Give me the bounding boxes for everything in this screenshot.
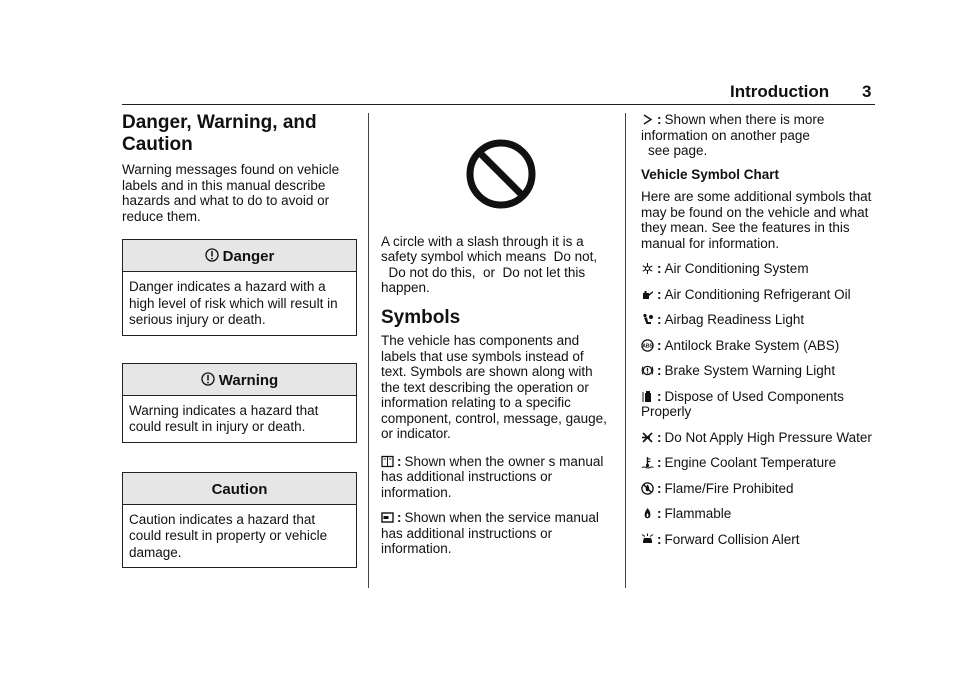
symbol-label: Flammable	[664, 506, 732, 521]
caution-box	[122, 472, 357, 569]
danger-warning-icon	[205, 248, 219, 262]
symbol-label: Air Conditioning System	[664, 261, 809, 276]
danger-box	[122, 239, 357, 336]
symbols-intro-text: The vehicle has components and labels that use symbols instead of text. Symbols are shown along with the text describing the operation or information relating to a specific component, control, message, gauge, or indicator.	[381, 333, 607, 441]
column-3	[641, 112, 876, 547]
colon: :	[657, 531, 662, 547]
dispose-icon	[641, 390, 654, 403]
page-reference-icon	[641, 113, 654, 126]
symbol-entry-ac	[641, 261, 876, 277]
brake-warning-icon	[641, 364, 654, 377]
column-divider-right	[625, 113, 626, 588]
more-info-text: Shown when there is more information on another page	[641, 112, 825, 143]
colon: :	[657, 286, 662, 302]
vehicle-symbol-chart-heading: Vehicle Symbol Chart	[641, 166, 780, 182]
coolant-temp-icon	[641, 456, 654, 469]
symbol-label: Do Not Apply High Pressure Water	[664, 429, 872, 445]
colon: :	[657, 312, 662, 327]
symbol-entry-abs	[641, 338, 876, 354]
service-manual-text: Shown when the service manual has additional instructions or information.	[381, 510, 599, 556]
column-divider-left	[368, 113, 369, 588]
warning-box-header	[123, 364, 356, 396]
prohibition-symbol-icon	[465, 138, 537, 210]
owner-manual-entry	[381, 454, 611, 501]
owner-manual-book-icon	[381, 455, 394, 468]
svg-text:ABS: ABS	[642, 343, 653, 350]
symbol-label: Forward Collision Alert	[664, 531, 800, 547]
column-2	[381, 112, 611, 557]
danger-box-header	[123, 240, 356, 272]
service-manual-entry	[381, 510, 611, 557]
danger-box-title: Danger	[222, 248, 275, 265]
colon: :	[657, 429, 662, 445]
abs-icon	[641, 339, 654, 352]
symbol-label: Dispose of Used Components Properly	[641, 388, 844, 419]
symbol-entry-dispose	[641, 389, 876, 420]
prohibition-caption: A circle with a slash through it is a safety symbol which means Do not, Do not do this, or Do not let this happen.	[381, 233, 598, 295]
colon: :	[657, 363, 662, 378]
colon: :	[397, 453, 402, 469]
symbol-entry-no-pressure	[641, 430, 876, 446]
oil-can-icon	[641, 288, 654, 301]
more-info-entry	[641, 112, 876, 143]
symbols-heading: Symbols	[381, 306, 461, 328]
owner-manual-text: Shown when the owner s manual has additional instructions or information.	[381, 453, 604, 500]
colon: :	[657, 261, 662, 276]
symbol-entry-flammable	[641, 506, 876, 522]
service-manual-icon	[381, 511, 394, 524]
snowflake-icon	[641, 262, 654, 275]
symbol-label: Brake System Warning Light	[664, 363, 836, 378]
page-number: 3	[862, 82, 872, 101]
warning-box-text: Warning indicates a hazard that could result in injury or death.	[129, 402, 319, 434]
page-section-title: Introduction	[730, 82, 830, 101]
colon: :	[657, 388, 662, 404]
symbol-entry-coolant	[641, 455, 876, 471]
collision-alert-icon	[641, 533, 654, 546]
no-flame-icon	[641, 482, 654, 495]
colon: :	[657, 480, 662, 496]
warning-icon	[201, 372, 215, 386]
symbol-label: Engine Coolant Temperature	[664, 455, 837, 470]
symbol-entry-ac-oil	[641, 287, 876, 303]
airbag-icon	[641, 313, 654, 326]
warning-intro-text: Warning messages found on vehicle labels and in this manual describe hazards and what to do to avoid or reduce them.	[122, 162, 340, 224]
caution-box-title: Caution	[211, 480, 268, 498]
symbol-label: Air Conditioning Refrigerant Oil	[664, 286, 851, 302]
symbol-label: Airbag Readiness Light	[664, 312, 805, 327]
caution-box-header	[123, 473, 356, 505]
colon: :	[657, 506, 662, 521]
danger-warning-caution-heading: Danger, Warning, and Caution	[122, 112, 317, 155]
caution-box-text: Caution indicates a hazard that could result in property or vehicle damage.	[129, 511, 328, 560]
danger-box-text: Danger indicates a hazard with a high level of risk which will result in serious injury or death.	[129, 279, 338, 327]
colon: :	[657, 337, 662, 353]
header-rule	[122, 104, 875, 105]
no-pressure-icon	[641, 431, 654, 444]
colon: :	[397, 510, 402, 525]
see-page-text: see page.	[648, 143, 708, 158]
chart-intro-text: Here are some additional symbols that may be found on the vehicle and what they mean. See the features in this manual for information.	[641, 189, 872, 251]
column-1	[122, 112, 357, 568]
flame-icon	[641, 507, 654, 520]
symbol-entry-brake	[641, 363, 876, 379]
symbol-label: Flame/Fire Prohibited	[664, 480, 794, 496]
symbol-entry-no-flame	[641, 481, 876, 497]
symbol-entry-collision	[641, 532, 876, 548]
symbol-label: Antilock Brake System (ABS)	[664, 337, 840, 353]
colon: :	[657, 112, 662, 127]
symbol-entry-airbag	[641, 312, 876, 328]
warning-box-title: Warning	[218, 371, 279, 389]
colon: :	[657, 455, 662, 470]
warning-box	[122, 363, 357, 443]
